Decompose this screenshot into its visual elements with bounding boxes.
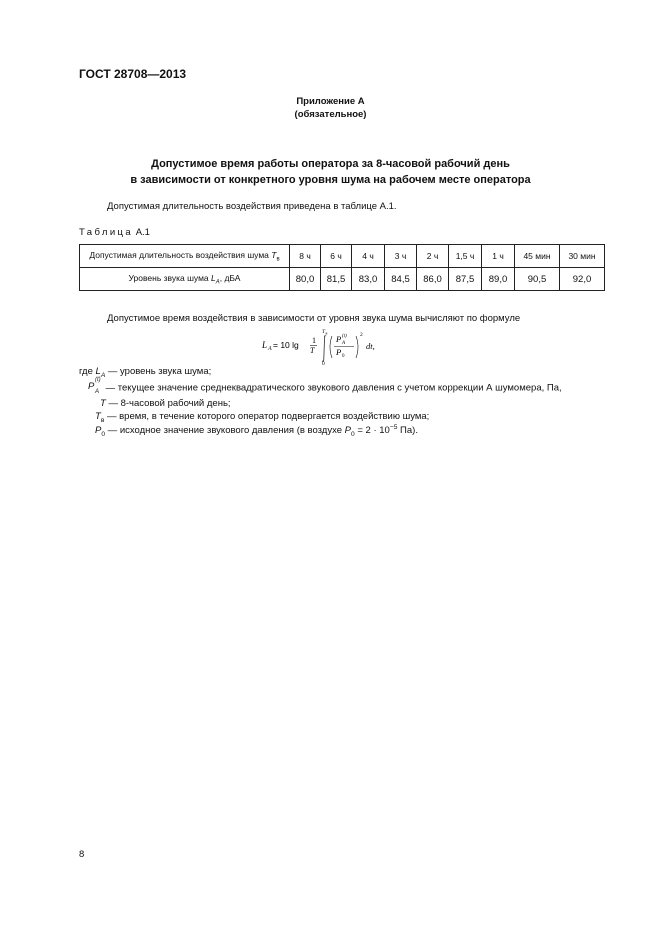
table-cell: 83,0 bbox=[352, 268, 385, 291]
formula-paren-right bbox=[356, 336, 358, 358]
table-row2-label: Уровень звука шума $L_A$, дБА bbox=[80, 268, 290, 291]
table-cell: 89,0 bbox=[482, 268, 515, 291]
formula-int-upper-sub: в bbox=[325, 330, 328, 336]
formula-paren-left bbox=[330, 336, 332, 358]
table-cell: 84,5 bbox=[385, 268, 417, 291]
table-caption-word: Таблица bbox=[79, 227, 134, 238]
table-cell: 81,5 bbox=[321, 268, 352, 291]
table-cell: 87,5 bbox=[449, 268, 482, 291]
integral-sign bbox=[322, 336, 326, 362]
table-cell: 4 ч bbox=[352, 245, 385, 268]
table-cell: 1,5 ч bbox=[449, 245, 482, 268]
definition-p0: $P_0$ — исходное значение звукового давления (в воздухе $P_0 = 2 \cdot 10^{-5}$ Па). bbox=[95, 424, 418, 439]
table-row1-label: Допустимая длительность воздействия шума $T_в$ bbox=[80, 245, 290, 268]
section-title-line1: Допустимое время работы оператора за 8-часовой рабочий день bbox=[151, 158, 510, 170]
table-cell: 90,5 bbox=[515, 268, 560, 291]
table-cell: 8 ч bbox=[290, 245, 321, 268]
definition-t: T — 8-часовой рабочий день; bbox=[100, 398, 231, 409]
formula-lhs: L bbox=[262, 340, 268, 350]
formula-int-upper: T bbox=[322, 329, 326, 335]
noise-table bbox=[79, 244, 605, 291]
formula-inner-num-sup: (t) bbox=[342, 334, 347, 339]
table-cell: 3 ч bbox=[385, 245, 417, 268]
table-cell: 1 ч bbox=[482, 245, 515, 268]
appendix-title: Приложение А bbox=[296, 96, 365, 107]
formula-eq: = 10 lg bbox=[273, 340, 299, 350]
section-title-line2: в зависимости от конкретного уровня шума на рабочем месте оператора bbox=[130, 174, 531, 186]
table-cell: 80,0 bbox=[290, 268, 321, 291]
table-cell: 2 ч bbox=[417, 245, 449, 268]
table-caption bbox=[79, 227, 150, 238]
formula-inner-den: P bbox=[336, 347, 342, 357]
formula-lhs-sub: A bbox=[268, 346, 272, 352]
document-code: ГОСТ 28708—2013 bbox=[79, 67, 187, 81]
formula-intro: Допустимое время воздействия в зависимости от уровня звука шума вычисляют по формуле bbox=[107, 313, 521, 324]
formula-frac-den: T bbox=[310, 346, 315, 355]
formula-inner-num: P bbox=[336, 334, 342, 344]
formula-inner-den-sub: 0 bbox=[342, 354, 345, 359]
table-cell: 45 мин bbox=[515, 245, 560, 268]
definition-la: где $L_A$ — уровень звука шума; bbox=[79, 366, 212, 379]
formula-frac-num: 1 bbox=[312, 336, 316, 345]
table-row-durations bbox=[80, 245, 605, 268]
intro-paragraph: Допустимая длительность воздействия приведена в таблице А.1. bbox=[107, 201, 397, 212]
definition-tv: $T_в$ — время, в течение которого оператор подвергается воздействию шума; bbox=[95, 411, 430, 424]
formula-inner-num-sub: A bbox=[342, 341, 346, 346]
table-row-levels bbox=[80, 268, 605, 291]
appendix-status: (обязательное) bbox=[294, 109, 367, 120]
definition-pa: P (t) A — текущее значение среднеквадратического звукового давления с учетом коррекции А шумомера, Па, bbox=[88, 377, 562, 395]
formula-int-lower: 0 bbox=[322, 361, 325, 366]
formula-dt: dt, bbox=[366, 341, 375, 351]
table-cell: 6 ч bbox=[321, 245, 352, 268]
table-cell: 86,0 bbox=[417, 268, 449, 291]
noise-formula bbox=[260, 326, 420, 366]
table-cell: 30 мин bbox=[560, 245, 605, 268]
page-number: 8 bbox=[79, 849, 85, 860]
table-caption-number: А.1 bbox=[135, 227, 150, 238]
formula-power: 2 bbox=[360, 332, 363, 338]
table-cell: 92,0 bbox=[560, 268, 605, 291]
